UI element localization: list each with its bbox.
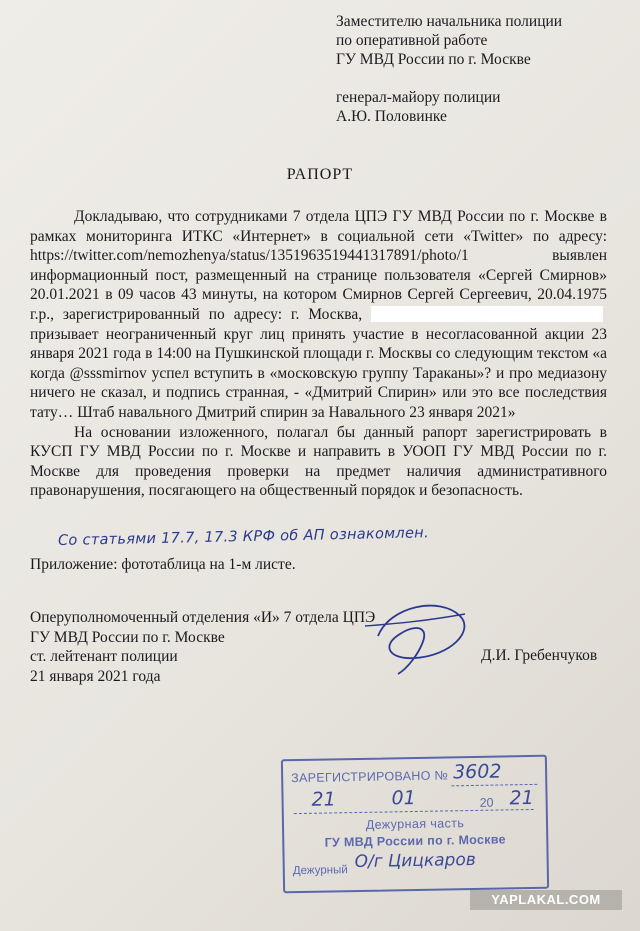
addressee-line: Заместителю начальника полиции xyxy=(336,13,563,30)
addressee-line: ГУ МВД России по г. Москве xyxy=(336,51,531,68)
addressee-line: генерал-майору полиции xyxy=(336,89,501,106)
addressee-line: А.Ю. Половинке xyxy=(336,108,447,125)
signature-line: ГУ МВД России по г. Москве xyxy=(30,628,225,646)
stamp-duty-label: Дежурный xyxy=(292,864,348,878)
stamp-department: Дежурная часть xyxy=(365,816,465,832)
signature-block xyxy=(30,608,375,686)
paragraph-text: призывает неограниченный круг лиц принять участие в несогласованной акции 23 января 2021 года в 14:00 на Пушкинской площади г. Москвы со следующим текстом «а когда @sssmirnov успел вступить в «московскую группу Тараканы»? и про медиазону ничего не сказал, и подпись странная, - «Дмитрий Спирин» или это все последствия тату… Штаб навального Дмитрий спирин за Навального 23 января 2021» xyxy=(30,325,607,421)
addressee-block xyxy=(336,12,626,126)
handwritten-note: Со статьями 17.7, 17.3 КРФ об АП ознакомлен. xyxy=(57,525,430,549)
paragraph-text: Докладываю, что сотрудниками 7 отдела ЦПЭ ГУ МВД России по г. Москве в рамках мониторинга ИТКС «Интернет» в социальной сети «Twitter» по адресу: https://twitter.com/nemozhenya/status/1351963519441317891/photo/1 выявлен информационный пост, размещенный на странице пользователя «Сергей Смирнов» 20.01.2021 в 09 часов 43 минуты, на котором Смирнов Сергей Сергеевич, 20.04.1975 г.р., зарегистрированный по адресу: г. Москва, xyxy=(30,208,607,323)
signature-line: Оперуполномоченный отделения «И» 7 отдела ЦПЭ xyxy=(30,609,376,626)
report-body xyxy=(30,207,607,501)
signer-name: Д.И. Гребенчуков xyxy=(481,647,598,664)
report-paragraph-1 xyxy=(30,207,607,423)
stamp-duty-signature: О/г Цицкаров xyxy=(354,849,476,873)
stamp-year-prefix: 20 xyxy=(479,795,494,810)
addressee-line: по оперативной работе xyxy=(336,32,488,49)
attachment-line: Приложение: фототаблица на 1-м листе. xyxy=(30,556,296,573)
registration-stamp xyxy=(281,755,549,894)
stamp-number: 3602 xyxy=(452,760,502,784)
report-paragraph-2: На основании изложенного, полагал бы данный рапорт зарегистрировать в КУСП ГУ МВД России по г. Москве и направить в УООП ГУ МВД России по г. Москве для проведения проверки на предмет наличия административного правонарушения, посягающего на общественный порядок и безопасность. xyxy=(30,423,607,500)
watermark: YAPLAKAL.COM xyxy=(470,890,622,910)
signature-line: 21 января 2021 года xyxy=(30,667,161,685)
handwritten-signature xyxy=(360,596,480,676)
stamp-month: 01 xyxy=(391,786,416,810)
redacted-address xyxy=(371,306,603,322)
document-title: РАПОРТ xyxy=(286,166,354,183)
signature-line: ст. лейтенант полиции xyxy=(30,648,178,665)
stamp-day: 21 xyxy=(311,788,336,811)
stamp-year-suffix: 21 xyxy=(509,786,534,810)
stamp-department-2: ГУ МВД России по г. Москве xyxy=(324,832,506,850)
stamp-registered-label: ЗАРЕГИСТРИРОВАНО № xyxy=(291,768,449,786)
